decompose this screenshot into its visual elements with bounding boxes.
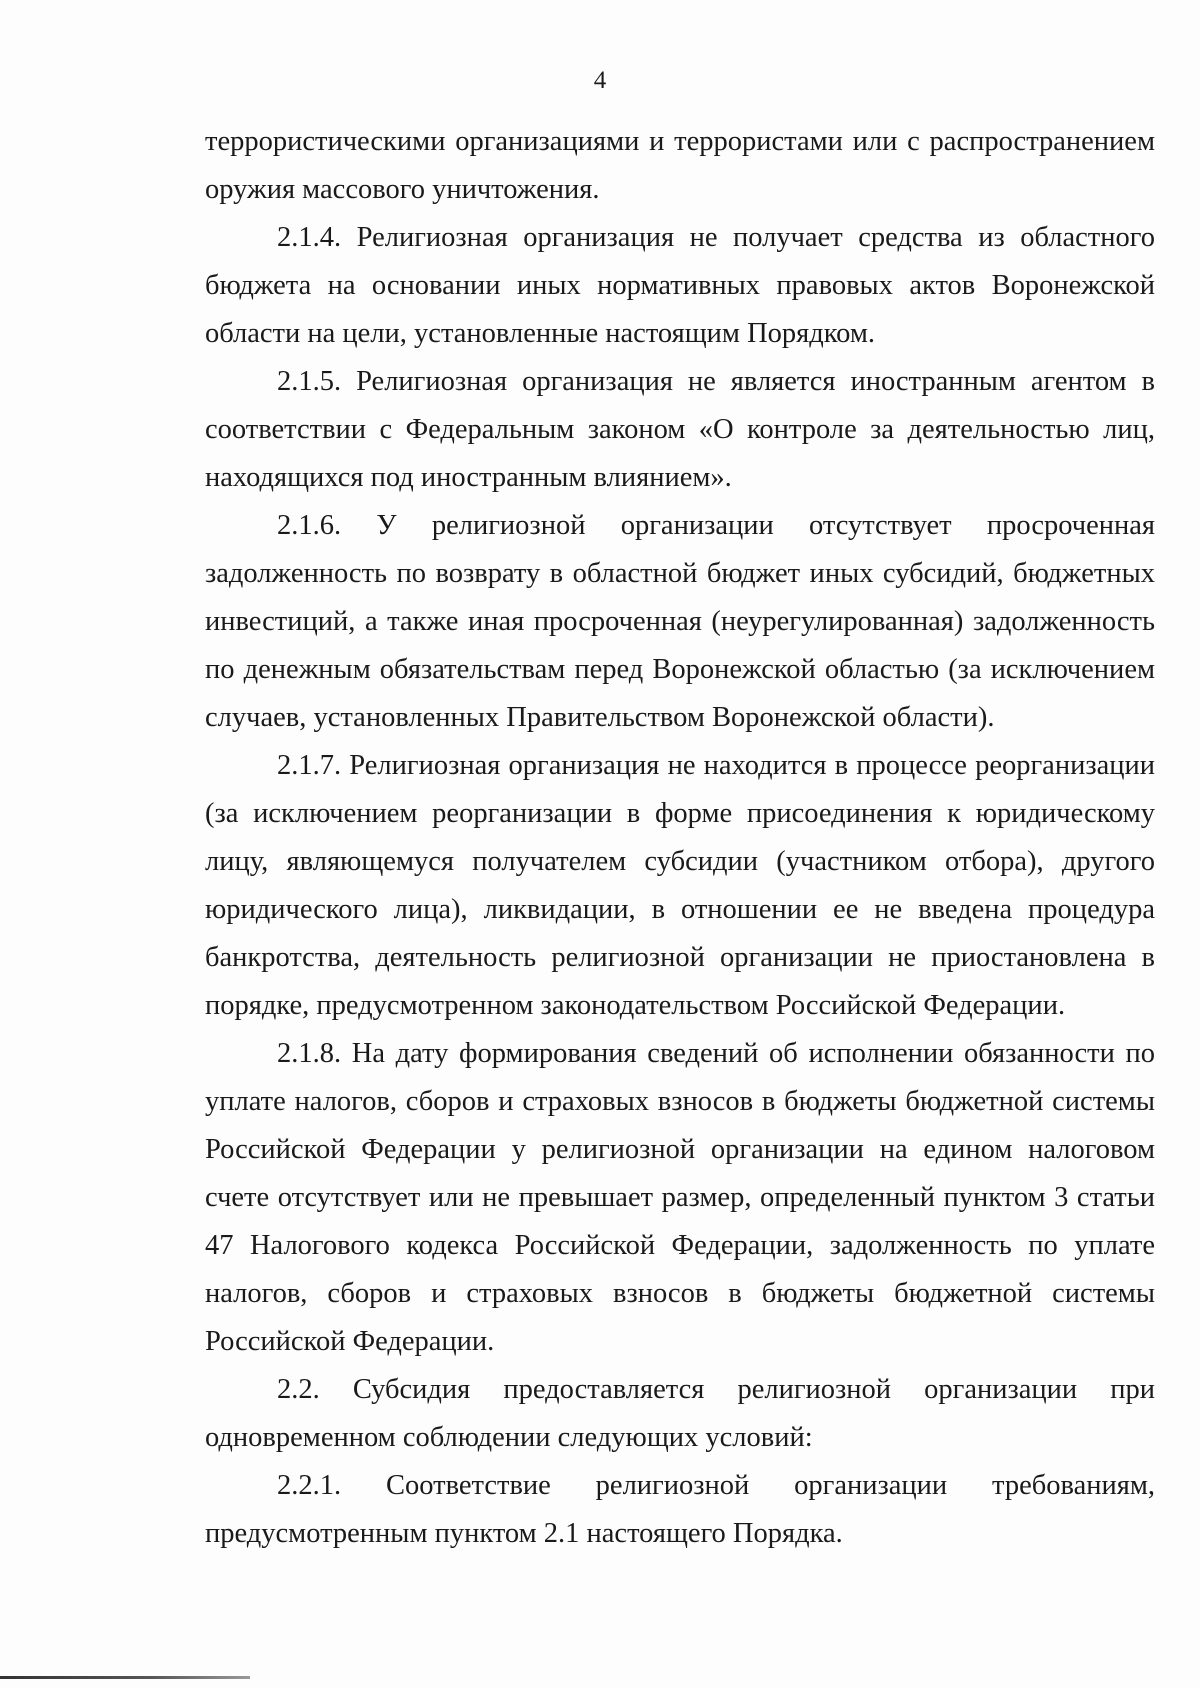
paragraph-2-1-4: 2.1.4. Религиозная организация не получает средства из областного бюджета на основании иных нормативных правовых актов Воронежской области на цели, установленные настоящим Порядком. bbox=[205, 222, 1155, 349]
paragraph-2-2: 2.2. Субсидия предоставляется религиозной организации при одновременном соблюдении следующих условий: bbox=[205, 1374, 1155, 1453]
paragraph-2-2-1: 2.2.1. Соответствие религиозной организации требованиям, предусмотренным пунктом 2.1 настоящего Порядка. bbox=[205, 1470, 1155, 1549]
scan-edge-line bbox=[0, 1676, 250, 1679]
paragraph-2-1-8: 2.1.8. На дату формирования сведений об исполнении обязанности по уплате налогов, сборов и страховых взносов в бюджеты бюджетной системы Российской Федерации у религиозной организации на едином налоговом счете отсутствует или не превышает размер, определенный пунктом 3 статьи 47 Налогового кодекса Российской Федерации, задолженность по уплате налогов, сборов и страховых взносов в бюджеты бюджетной системы Российской Федерации. bbox=[205, 1038, 1155, 1357]
paragraph-2-1-6: 2.1.6. У религиозной организации отсутствует просроченная задолженность по возврату в областной бюджет иных субсидий, бюджетных инвестиций, а также иная просроченная (неурегулированная) задолженность по денежным обязательствам перед Воронежской областью (за исключением случаев, установленных Правительством Воронежской области). bbox=[205, 510, 1155, 733]
paragraph-2-1-7: 2.1.7. Религиозная организация не находится в процессе реорганизации (за исключением реорганизации в форме присоединения к юридическому лицу, являющемуся получателем субсидии (участником отбора), другого юридического лица), ликвидации, в отношении ее не введена процедура банкротства, деятельность религиозной организации не приостановлена в порядке, предусмотренном законодательством Российской Федерации. bbox=[205, 750, 1155, 1021]
paragraph-continuation: террористическими организациями и террористами или с распространением оружия массового уничтожения. bbox=[205, 126, 1155, 205]
paragraph-2-1-5: 2.1.5. Религиозная организация не является иностранным агентом в соответствии с Федеральным законом «О контроле за деятельностью лиц, находящихся под иностранным влиянием». bbox=[205, 366, 1155, 493]
document-body bbox=[205, 118, 1155, 1558]
page-number: 4 bbox=[593, 67, 607, 94]
